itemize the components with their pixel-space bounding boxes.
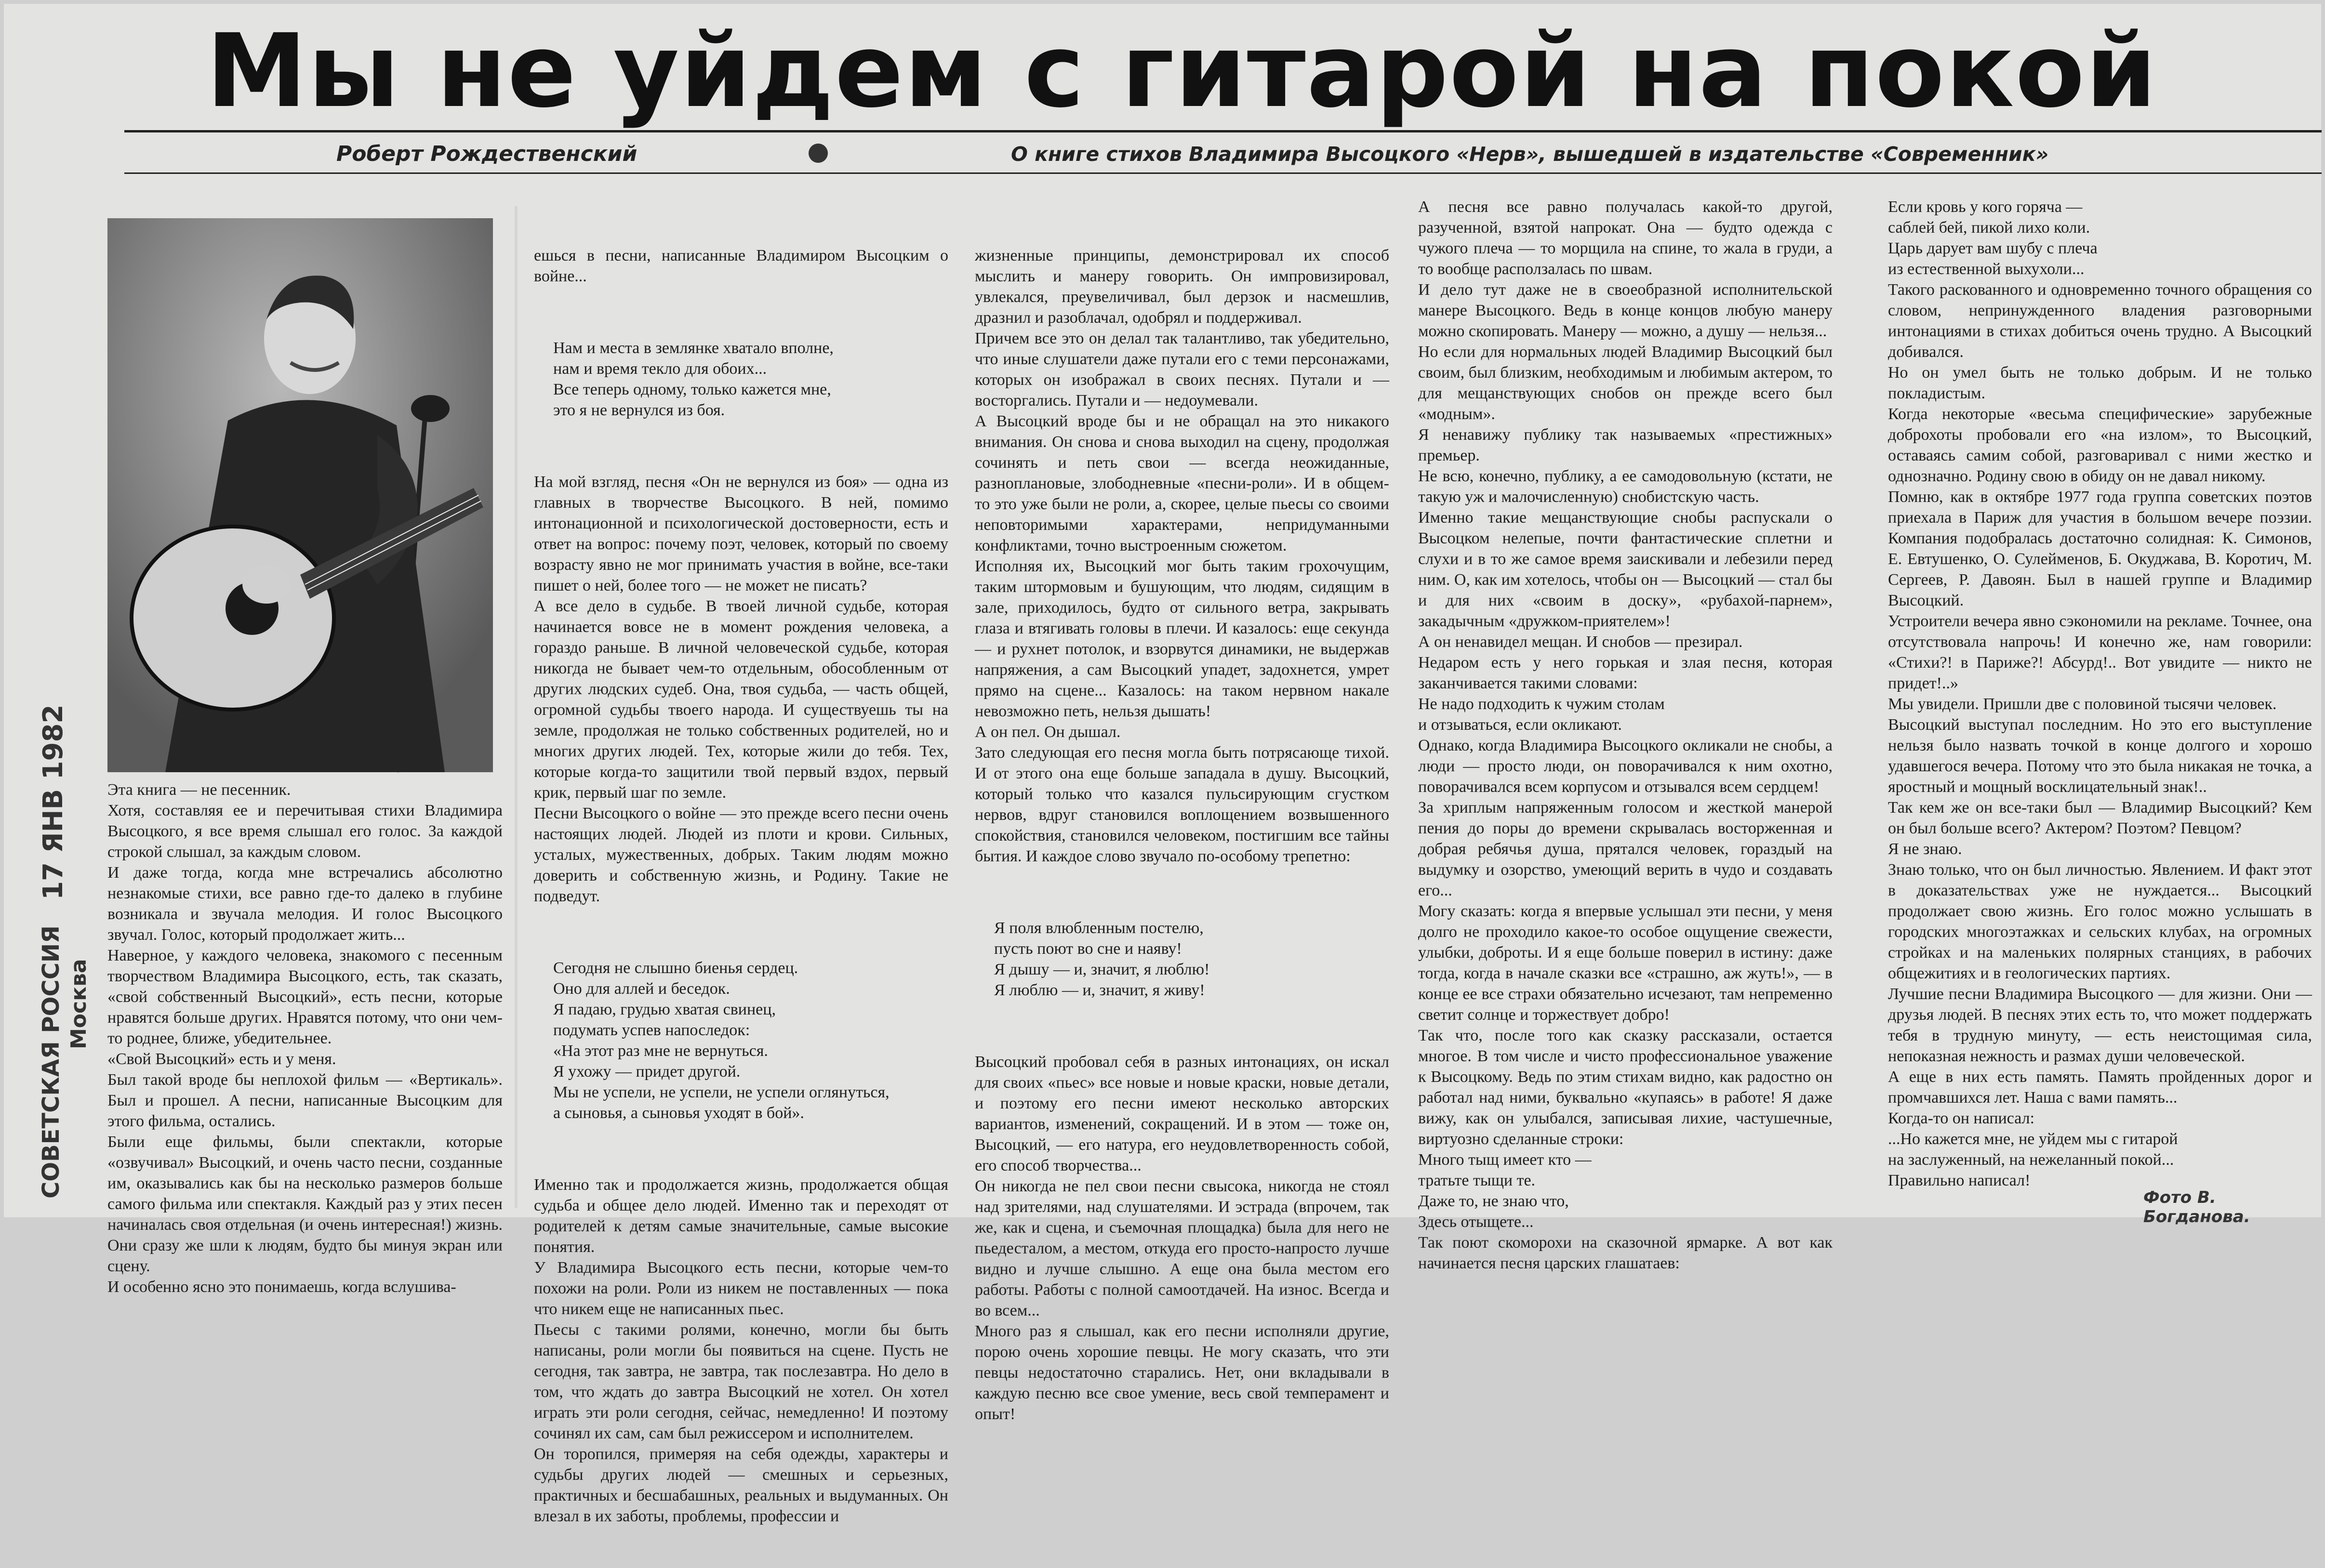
- column-2: [534, 204, 953, 1525]
- bullet-dot-icon: [809, 144, 828, 163]
- byline-rule: [124, 172, 2322, 174]
- stamp-paper: СОВЕТСКАЯ РОССИЯ: [38, 925, 65, 1199]
- column-5: Если кровь у кого горяча — саблей бей, пикой лихо коли. Царь дарует вам шубу с плеча из естественной выхухоли... Такого раскованного и одновременно точного обращения со словом, непринужденного владения разговорными интонациями в стихах добиться очень трудно. А Высоцкий добивался. Но он умел быть не только добрым. И не только покладистым. Когда некоторые «весьма специфические» зарубежные доброхоты пробовали его «на излом», то Высоцкий, оставаясь самим собой, разговаривал с ними жестко и однозначно. Родину свою в обиду он не давал никому. Помню, как в октябре 1977 года группа советских поэтов приехала в Париж для участия в большом вечере поэзии. Компания подобралась достаточно солидная: К. Симонов, Е. Евтушенко, О. Сулейменов, Б. Окуджава, В. Коротич, М. Сергеев, Р. Давоян. Был в нашей группе и Владимир Высоцкий. Устроители вечера явно сэкономили на рекламе. Точнее, она отсутствовала напрочь! И конечно же, нам говорили: «Стихи?! в Париже?! Абсурд!.. Вот увидите — никто не придет!..» Мы увидели. Пришли две с половиной тысячи человек. Высоцкий выступал последним. Но это его выступление нельзя было назвать точкой в конце долгого и хорошо удавшегося вечера. Потому что это была никакая не точка, а яростный и мощный восклицательный знак!.. Так кем же он все-таки был — Владимир Высоцкий? Кем он был больше всего? Актером? Поэтом? Певцом? Я не знаю. Знаю только, что он был личностью. Явлением. И факт этот в доказательствах уже не нуждается... Высоцкий продолжает свою жизнь. Его голос можно услышать в городских многоэтажках и сельских клубах, на огромных стройках и на маленьких полярных станциях, в рабочих общежитиях и в геологических партиях. Лучшие песни Владимира Высоцкого — для жизни. Они — друзья людей. В песнях этих есть то, что может поддержать тебя в трудную минуту, — есть неистощимая сила, непоказная нежность и размах души человеческой. А еще в них есть память. Память пройденных дорог и промчавшихся лет. Наша с вами память... Когда-то он написал: ...Но кажется мне, не уйдем мы с гитарой на заслуженный, на нежеланный покой... Правильно написал!: [1888, 198, 2312, 1189]
- poem-ne-vernutsya: Сегодня не слышно биенья сердец. Оно для аллей и беседок. Я падаю, грудью хватая свинец, подумать успев напоследок: «На этот раз мне не вернуться. Я ухожу — придет другой. Мы не успели, не успели, не успели оглянуться, а сыновья, а сыновья уходят в бой».: [553, 959, 890, 1122]
- subtitle-byline: О книге стихов Владимира Высоцкого «Нерв», вышедшей в издательстве «Современник»: [1011, 143, 2049, 166]
- author-byline: Роберт Рождественский: [336, 142, 638, 166]
- column-3-body: жизненные принципы, демонстрировал их способ мыслить и манеру говорить. Он импровизировал, увлекался, преувеличивал, был дерзок и насмешлив, дразнил и разоблачал, одобрял и поддерживал. Причем все это он делал так талантливо, так убедительно, что иные слушатели даже путали его с теми персонажами, которых он изображал в своих песнях. Путали и — восторгались. Путали и — недоумевали. А Высоцкий вроде бы и не обращал на это никакого внимания. Он снова и снова выходил на сцену, продолжая сочинять и петь свои — всегда неожиданные, разноплановые, злободневные «песни-роли». И в общем-то это уже были не роли, а, скорее, целые пьесы со своими неповторимыми характерами, непридуманными конфликтами, точно выстроенным сюжетом. Исполняя их, Высоцкий мог быть таким грохочущим, таким штормовым и бушующим, что людям, сидящим в зале, приходилось, будто от сильного ветра, закрывать глаза и втягивать головы в плечи. И казалось: еще секунда — и рухнет потолок, и взорвутся динамики, не выдержав напряжения, а сам Высоцкий упадет, задохнется, умрет прямо на сцене... Казалось: на таком нервном накале невозможно петь, нельзя дышать! А он пел. Он дышал. Зато следующая его песня могла быть потрясающе тихой. И от этого она еще больше западала в душу. Высоцкий, который только что казался пульсирующим сгустком нервов, вдруг становился воплощением возвышенного спокойствия, становился человеком, постигшим все тайны бытия. И каждое слово звучало по-особому трепетно:: [975, 247, 1389, 865]
- headline-rule: [124, 130, 2322, 132]
- column-2-end: Именно так и продолжается жизнь, продолжается общая судьба и общее дело людей. Именно так и переходят от родителей к детям самые значительные, самые высокие понятия. У Владимира Высоцкого есть песни, которые чем-то похожи на роли. Роли из никем не поставленных — пока что никем еще не написанных пьес. Пьесы с такими ролями, конечно, могли бы быть написаны, роли могли бы появиться на сцене. Пусть не сегодня, так завтра, не завтра, так послезавтра. Но дело в том, что ждать до завтра Высоцкий не хотел. Он хотел играть эти роли сегодня, сейчас, немедленно! И поэтому сочинял их сам, сам был режиссером и исполнителем. Он торопился, примеряя на себя одежды, характеры и судьбы других людей — смешных и серьезных, практичных и бесшабашных, реальных и выдуманных. Он влезал в их заботы, проблемы, профессии и: [534, 1176, 948, 1525]
- stamp-date: 17 ЯНВ 1982: [38, 704, 69, 900]
- photo-illustration: [107, 218, 493, 772]
- column-3: [975, 204, 1389, 1423]
- newspaper-clipping: [4, 4, 2321, 1525]
- column-3-end: Высоцкий пробовал себя в разных интонациях, он искал для своих «пьес» все новые и новые краски, новые детали, и поэтому его песни имеют несколько авторских вариантов, изменений, сокращений. И в этом — тоже он, Высоцкий, — его натура, его неудовлетворенность собой, его способ творчества... Он никогда не пел свои песни свысока, никогда не стоял над зрителями, над слушателями. И эстрада (впрочем, так же, как и сцена, и съемочная площадка) была для него не пьедесталом, а местом, откуда его просто-напросто лучше видно и лучше слышно. А еще она была местом его работы. Работы с полной самоотдачей. На износ. Всегда и во всем... Много раз я слышал, как его песни исполняли другие, порою очень хорошие певцы. Не могу сказать, что эти певцы недостаточно старались. Нет, они вкладывали в каждую песню все свое умение, весь свой темперамент и опыт!: [975, 1053, 1389, 1423]
- column-1: Эта книга — не песенник. Хотя, составляя ее и перечитывая стихи Владимира Высоцкого, я все время слышал его голос. За каждой строкой слышал, за каждым словом. И даже тогда, когда мне встречались абсолютно незнакомые стихи, все равно где-то далеко в глубине возникала и звучала мелодия. И голос Высоцкого звучал. Голос, который продолжает жить... Наверное, у каждого человека, знакомого с песенным творчеством Владимира Высоцкого, есть, так сказать, «свой собственный Высоцкий», есть песни, которые нравятся больше других. Нравятся потому, что они чем-то роднее, ближе, убедительнее. «Свой Высоцкий» есть и у меня. Был такой вроде бы неплохой фильм — «Вертикаль». Был и прошел. А песни, написанные Высоцким для этого фильма, остались. Были еще фильмы, были спектакли, которые «озвучивал» Высоцкий, и очень часто песни, созданные им, оказывались как бы на несколько размеров больше самого фильма или спектакля. Каждый раз у этих песен начиналась своя отдельная (и очень интересная!) жизнь. Они сразу же шли к людям, будто бы минуя экран или сцену. И особенно ясно это понимаешь, когда вслушива-: [107, 781, 503, 1296]
- photo-credit: Фото В. Богданова.: [2143, 1188, 2250, 1226]
- column-2-body: На мой взгляд, песня «Он не вернулся из боя» — одна из главных в творчестве Высоцкого. В ней, помимо интонационной и психологической достоверности, есть и ответ на вопрос: почему поэт, человек, который по своему возрасту явно не мог принимать участия в войне, все-таки пишет о ней, более того — не может не писать? А все дело в судьбе. В твоей личной судьбе, которая начинается вовсе не в момент рождения человека, а гораздо раньше. В личной человеческой судьбе, которая никогда не бывает чем-то отдельным, обособленным от других людских судеб. Она, твоя судьба, — часть общей, огромной судьбы твоего народа. И существуешь ты на земле, продолжая не только собственных родителей, но и многих других людей. Тех, которые жили до тебя. Тех, которые когда-то защитили твой первый вздох, первый крик, первый шаг по земле. Песни Высоцкого о войне — это прежде всего песни очень настоящих людей. Людей из плоти и крови. Сильных, усталых, мужественных, добрых. Таким людям можно доверить и собственную жизнь, и Родину. Такие не подведут.: [534, 473, 948, 905]
- stamp-city: Москва: [66, 959, 91, 1049]
- headline: Мы не уйдем с гитарой на покой: [206, 12, 2158, 130]
- column-2-intro: ешься в песни, написанные Владимиром Высоцким о войне...: [534, 247, 953, 285]
- poem-polya: Я поля влюбленным постелю, пусть поют во сне и наяву! Я дышу — и, значит, я люблю! Я люблю — и, значит, я живу!: [994, 919, 1210, 999]
- column-4: А песня все равно получалась какой-то другой, разученной, взятой напрокат. Она — будто одежда с чужого плеча — то морщила на спине, то жала в груди, а то вообще расползалась по швам. И дело тут даже не в своеобразной исполнительской манере Высоцкого. Ведь в конце концов любую манеру можно скопировать. Манеру — можно, а душу — нельзя... Но если для нормальных людей Владимир Высоцкий был своим, был близким, необходимым и любимым актером, то для мещанствующих снобов он прежде всего был «модным». Я ненавижу публику так называемых «престижных» премьер. Не всю, конечно, публику, а ее самодовольную (кстати, не такую уж и малочисленную) снобистскую часть. Именно такие мещанствующие снобы распускали о Высоцком нелепые, почти фантастические сплетни и слухи и в то же самое время заискивали и лебезили перед ним. О, как им хотелось, чтобы он — Высоцкий — стал бы и для них «своим в доску», «рубахой-парнем», закадычным «дружком-приятелем»! А он ненавидел мещан. И снобов — презирал. Недаром есть у него горькая и злая песня, которая заканчивается такими словами: Не надо подходить к чужим столам и отзываться, если окликают. Однако, когда Владимира Высоцкого окликали не снобы, а люди — просто люди, он поворачивался к ним охотно, поворачивался всем корпусом и отзывался всем сердцем! За хриплым напряженным голосом и жесткой манерой пения до поры до времени скрывалась восторженная и добрая ребячья душа, прятался человек, гораздый на выдумку и озорство, умеющий верить в чудо и создавать его... Могу сказать: когда я впервые услышал эти песни, у меня долго не проходило какое-то особое ощущение свежести, улыбки, доброты. И я еще больше поверил в истину: даже тогда, когда в начале сказки все «страшно, аж жуть!», — в конце ее все страхи обязательно исчезают, там непременно светит солнце и торжествует добро! Так что, после того как сказку рассказали, остается многое. В том числе и чисто профессиональное уважение к Высоцкому. Ведь по этим стихам видно, как радостно он работал над ними, буквально «купаясь» в работе! Я даже вижу, как он улыбался, записывая лихие, частушечные, виртуозно сделанные строки: Много тыщ имеет кто — тратьте тыщи те. Даже то, не знаю что, Здесь отыщете... Так поют скоморохи на сказочной ярмарке. А вот как начинается песня царских глашатаев:: [1418, 198, 1833, 1272]
- paper-fold-shadow: [515, 206, 518, 1208]
- photo-vysotsky-guitar: [107, 218, 493, 772]
- archive-stamp: [28, 704, 91, 1208]
- poem-zemlyanka: Нам и места в землянке хватало вполне, нам и время текло для обоих... Все теперь одному, только кажется мне, это я не вернулся из боя.: [553, 339, 834, 419]
